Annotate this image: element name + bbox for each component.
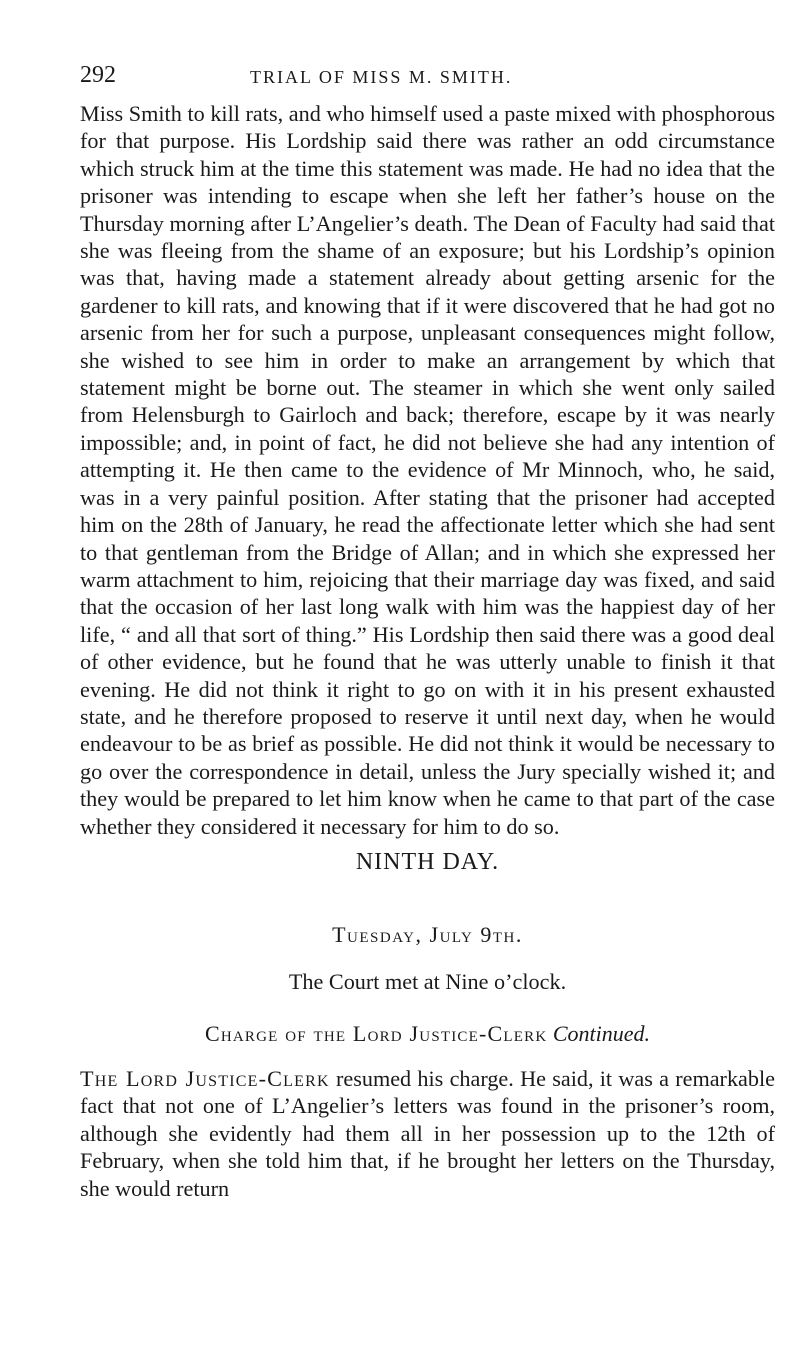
day-heading: NINTH DAY. <box>355 849 500 875</box>
charge-heading-continued: Continued. <box>552 1021 651 1046</box>
date-heading: Tuesday, July 9th. <box>332 922 523 947</box>
page-number: 292 <box>80 62 116 88</box>
body-paragraph <box>80 1065 775 1202</box>
running-title: TRIAL OF MISS M. SMITH. <box>250 67 513 87</box>
paragraph-lead: The Lord Justice-Clerk <box>80 1066 330 1091</box>
charge-heading <box>80 1019 775 1049</box>
paragraph-text: resumed his charge. He said, it was a remarkable fact that not one of L’Angelier’s letters was found in the prisoner’s room, although she evidently had them all in her possession up to the 12th of February, when she told him that, if he brought her letters on the Thursday, she would return <box>80 1066 775 1201</box>
charge-heading-title: Charge of the Lord Justice-Clerk <box>204 1021 548 1046</box>
court-session-line: The Court met at Nine o’clock. <box>288 969 567 994</box>
body-paragraph: Miss Smith to kill rats, and who himself used a paste mixed with phosphorous for that purpose. His Lordship said there was rather an odd circumstance which struck him at the time this statement was made. He had no idea that the prisoner was intending to escape when she left her father’s house on the Thursday morning after L’Angelier’s death. The Dean of Faculty had said that she was fleeing from the shame of an exposure; but his Lordship’s opinion was that, having made a statement already about getting arsenic for the gardener to kill rats, and knowing that if it were discovered that he had got no arsenic from her for such a purpose, unpleasant consequences might follow, she wished to see him in order to make an arrangement by which that statement might be borne out. The steamer in which she went only sailed from Helensburgh to Gairloch and back; therefore, escape by it was nearly impossible; and, in point of fact, he did not believe she had any intention of attempting it. He then came to the evidence of Mr Minnoch, who, he said, was in a very painful position. After stating that the prisoner had accepted him on the 28th of January, he read the affectionate letter which she had sent to that gentleman from the Bridge of Allan; and in which she expressed her warm attachment to him, rejoicing that their marriage day was fixed, and said that the occasion of her last long walk with him was the happiest day of her life, “ and all that sort of thing.” His Lordship then said there was a good deal of other evidence, but he found that he was utterly unable to finish it that evening. He did not think it right to go on with it in his present exhausted state, and he therefore proposed to reserve it until next day, when he would endeavour to be as brief as possible. He did not think it would be necessary to go over the correspondence in detail, unless the Jury specially wished it; and they would be prepared to let him know when he came to that part of the case whether they considered it necessary for him to do so. <box>80 101 775 839</box>
running-head <box>80 60 770 90</box>
